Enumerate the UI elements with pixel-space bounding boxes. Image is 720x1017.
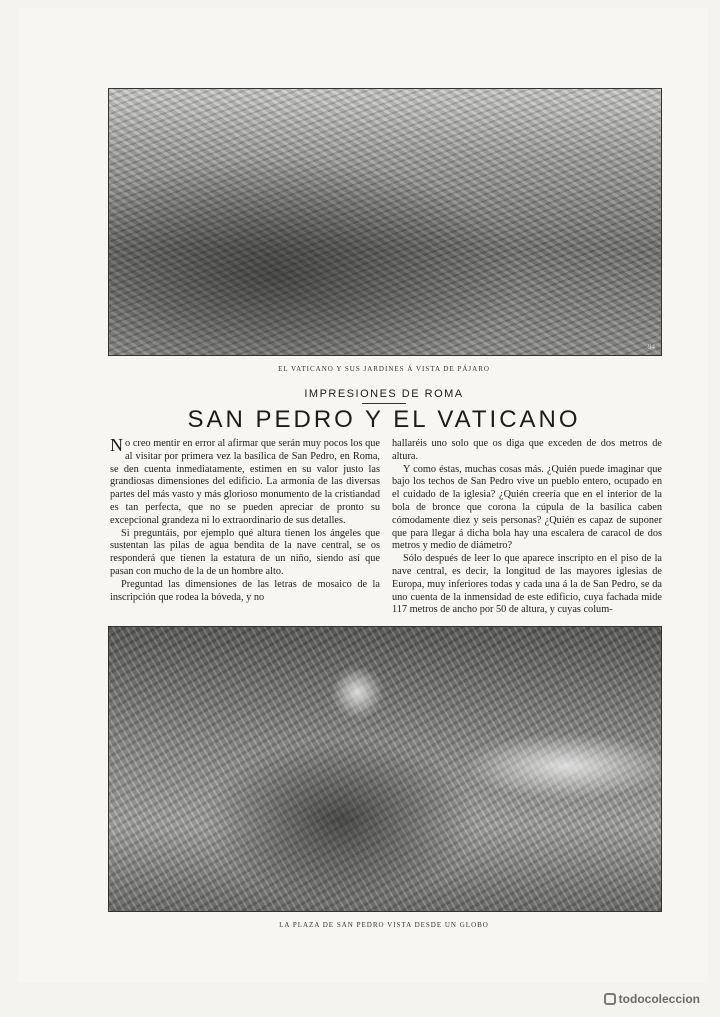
vatican-gardens-aerial-photo	[108, 88, 662, 356]
article-headline: SAN PEDRO Y EL VATICANO	[187, 406, 581, 433]
article-paragraph: No creo mentir en error al afirmar que serán muy pocos los que al visitar por primera vez la basílica de San Pedro, en Roma, se den cuenta inmediatamente, estimen en su valor justo las grandiosas dimensiones del edificio. La armonía de las diversas partes del más vasto y más glorioso monumento de la cristiandad es tan perfecta, que no se pueden apreciar de pronto su excepcional grandeza ni lo extraordinario de sus detalles.	[110, 435, 380, 526]
article-paragraph: hallaréis uno solo que os diga que exceden de dos metros de altura.	[392, 438, 662, 462]
section-kicker: IMPRESIONES DE ROMA	[304, 388, 464, 400]
article-paragraph: Preguntad las dimensiones de las letras de mosaico de la inscripción que rodea la bóveda, y no	[110, 578, 380, 603]
drop-cap: N	[110, 435, 123, 455]
st-peters-square-balloon-photo	[108, 626, 662, 912]
article-paragraph: Si preguntáis, por ejemplo qué altura tienen los ángeles que sustentan las pilas de agua bendita de la nave central, se os responderá que tienen la estatura de un niño, siendo así que pasan con mucho de la de un hombre alto.	[110, 527, 380, 577]
article-column-right	[392, 438, 662, 617]
kicker-rule	[362, 403, 406, 404]
top-photo-caption: EL VATICANO Y SUS JARDINES Á VISTA DE PÁJARO	[278, 365, 490, 373]
bottom-photo-caption: LA PLAZA DE SAN PEDRO VISTA DESDE UN GLOBO	[279, 921, 489, 929]
watermark-text: todocoleccion	[618, 992, 700, 1006]
photo-number: 94	[648, 343, 655, 351]
watermark	[604, 992, 700, 1006]
article-paragraph: Sólo después de leer lo que aparece inscripto en el piso de la nave central, es decir, la longitud de las mayores iglesias de Europa, muy inferiores todas y cada una á la de San Pedro, se da uno cuenta de la inmensidad de este edificio, cuya fachada mide 117 metros de ancho por 50 de altura, y cuyas colum-	[392, 553, 662, 616]
article-column-left	[110, 435, 380, 604]
article-paragraph: Y como éstas, muchas cosas más. ¿Quién puede imaginar que bajo los techos de San Pedro vive un pueblo entero, ocupado en el cuidado de la iglesia? ¿Quién creería que en el interior de la bola de bronce que corona la cúpula de la basílica caben cómodamente diez y seis personas? ¿Quién es capaz de suponer que para llegar á dicha bola hay una escalera de caracol de dos metros y medio de diámetro?	[392, 463, 662, 552]
watermark-logo-icon	[604, 993, 616, 1005]
